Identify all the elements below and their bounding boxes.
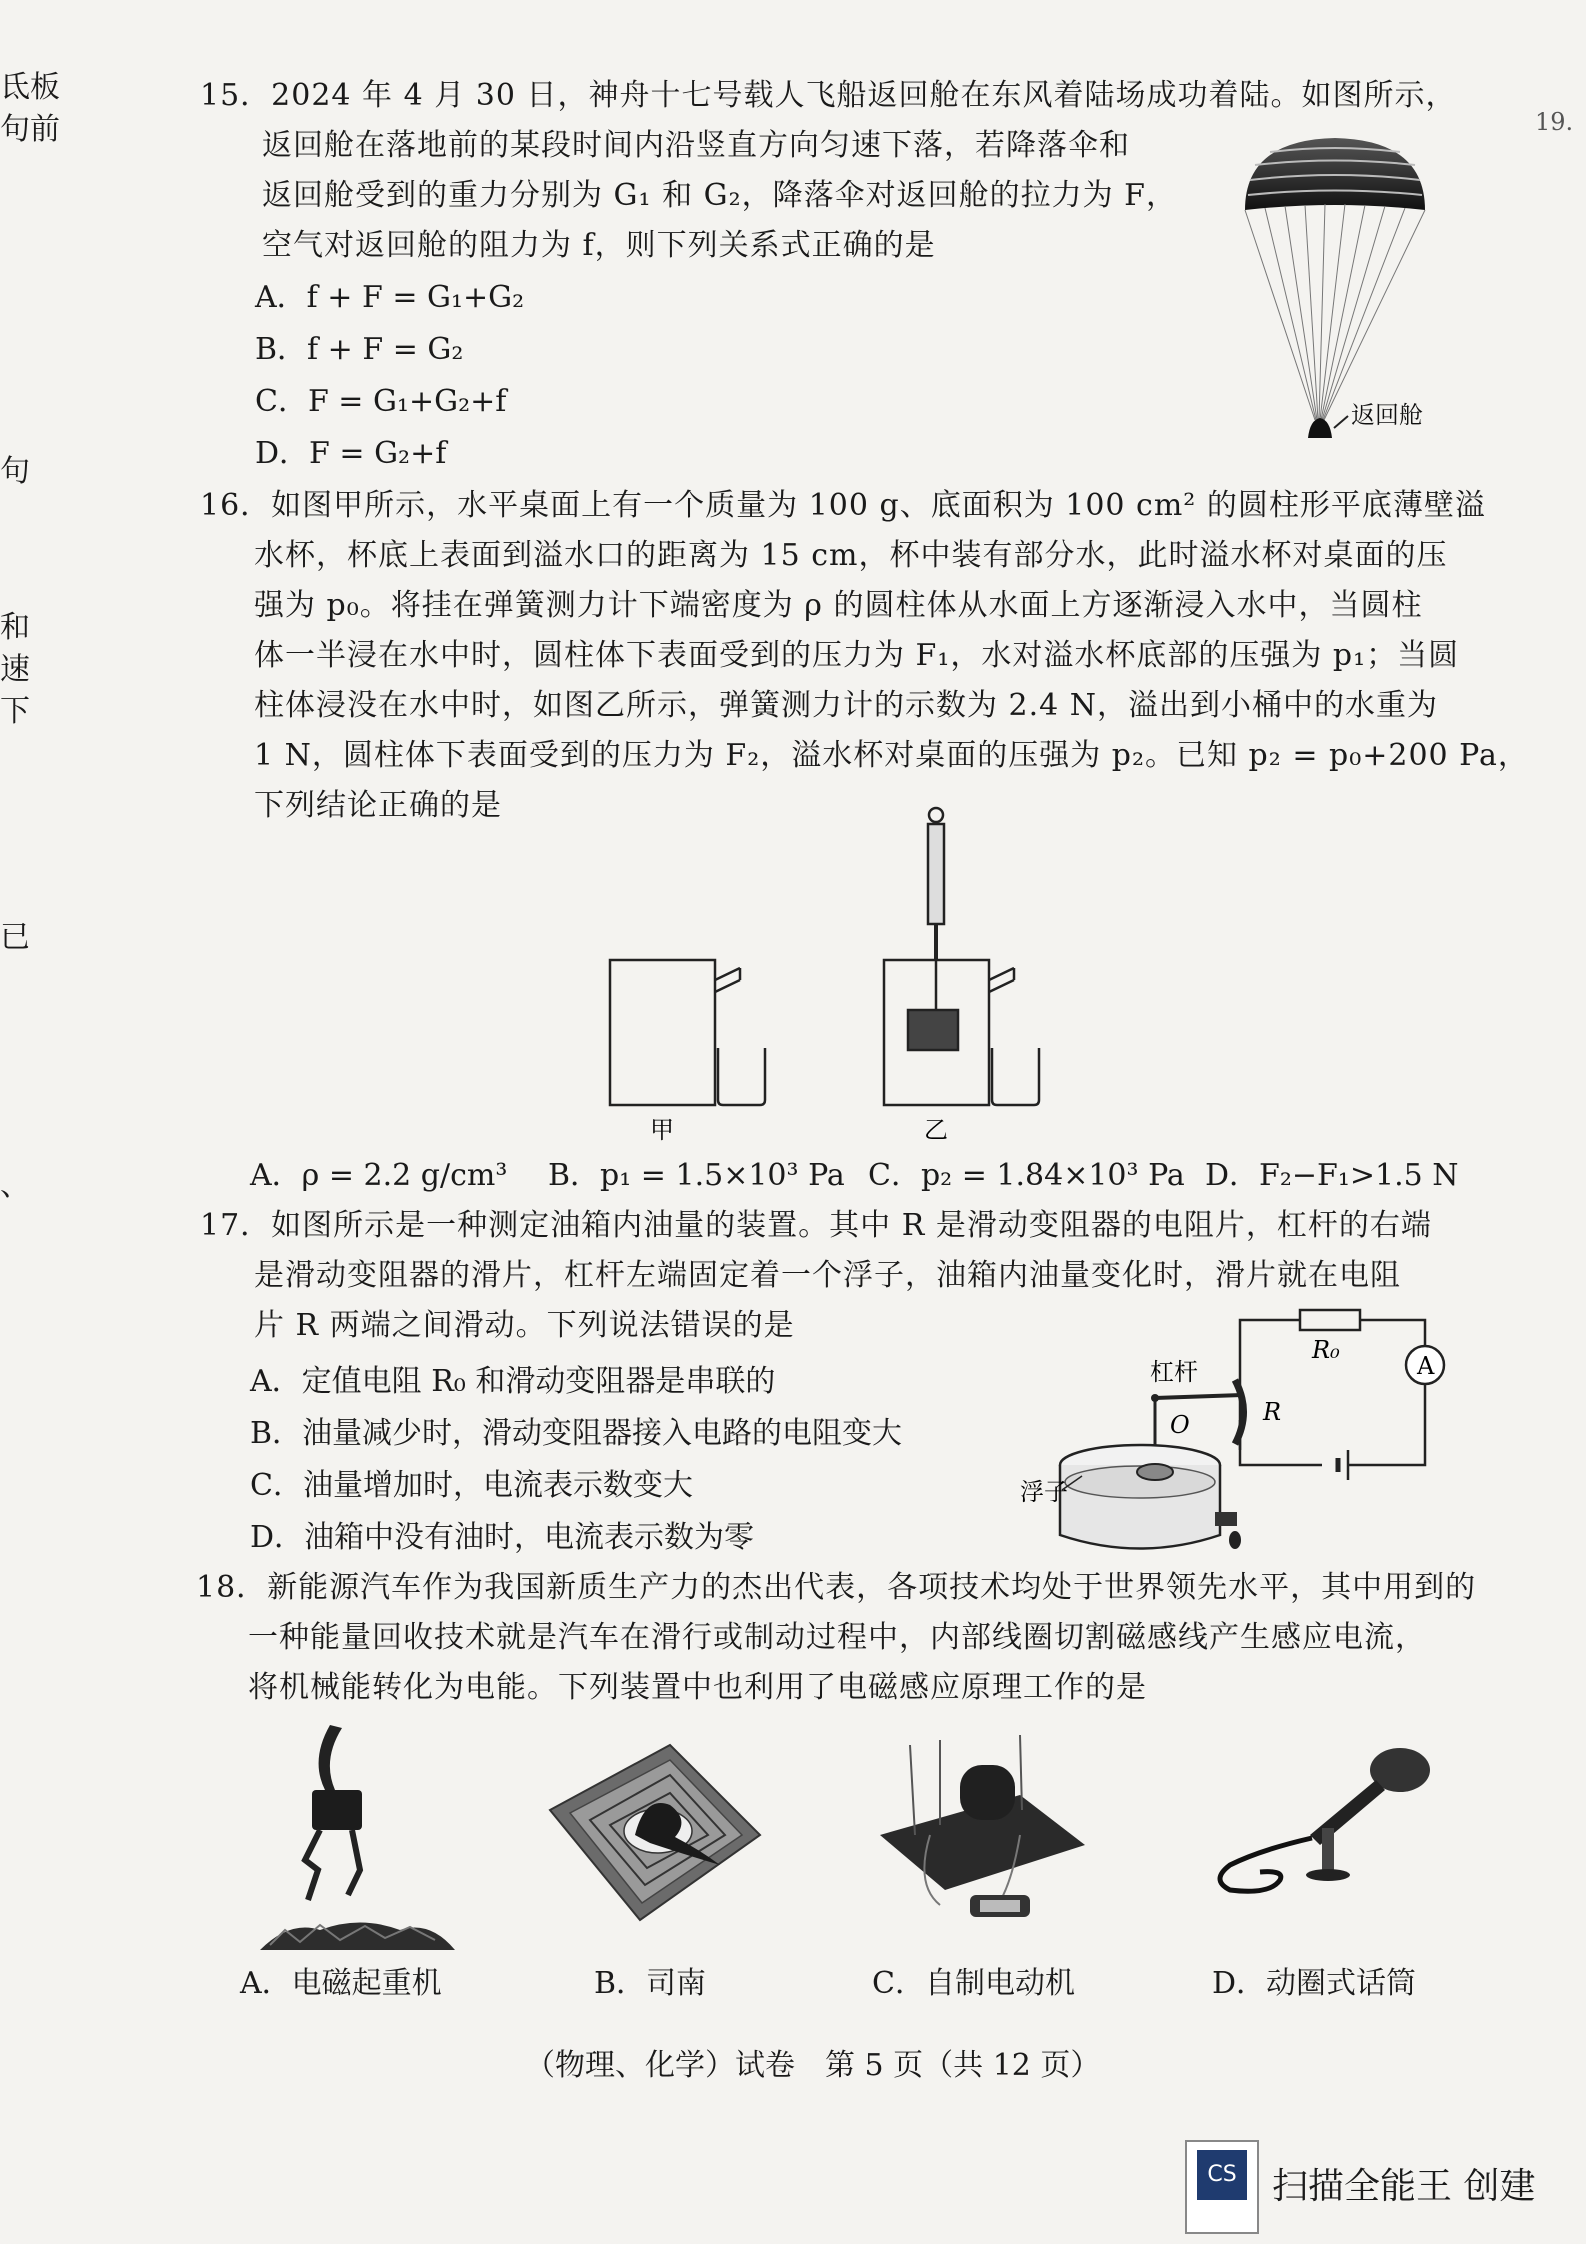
question-text: 15．2024 年 4 月 30 日，神舟十七号载人飞船返回舱在东风着陆场成功着陆。如图所示， <box>200 78 1457 113</box>
question-text: 1 N，圆柱体下表面受到的压力为 F₂，溢水杯对桌面的压强为 p₂。已知 p₂ = p₀+200 Pa， <box>254 738 1529 773</box>
margin-fragment: 句 <box>0 454 30 489</box>
margin-fragment: 句前 <box>0 112 60 147</box>
r0-label: R₀ <box>1312 1336 1340 1364</box>
dynamic-microphone-image <box>1200 1730 1450 1930</box>
cs-logo-icon: CS <box>1197 2150 1247 2200</box>
homemade-motor-image <box>870 1725 1090 1955</box>
margin-fragment: 氐板 <box>0 70 60 105</box>
question-text: 柱体浸没在水中时，如图乙所示，弹簧测力计的示数为 2.4 N，溢出到小桶中的水重为 <box>254 688 1439 723</box>
question-text: 将机械能转化为电能。下列装置中也利用了电磁感应原理工作的是 <box>248 1670 1147 1705</box>
sinan-compass-image <box>530 1725 770 1945</box>
option-c-caption: C．自制电动机 <box>872 1966 1075 2001</box>
question-text: 一种能量回收技术就是汽车在滑行或制动过程中，内部线圈切割磁感线产生感应电流， <box>248 1620 1426 1655</box>
option-d: D．F₂−F₁>1.5 N <box>1205 1158 1459 1193</box>
figure-yi <box>884 808 1039 1105</box>
capsule-icon <box>1308 418 1332 438</box>
option-b: B．油量减少时，滑动变阻器接入电路的电阻变大 <box>250 1416 903 1451</box>
parachute-lines <box>1245 204 1425 420</box>
label-pointer <box>1334 416 1348 428</box>
option-d-caption: D．动圈式话筒 <box>1212 1966 1417 2001</box>
margin-fragment: 下 <box>0 694 30 729</box>
option-a: A．定值电阻 R₀ 和滑动变阻器是串联的 <box>250 1364 776 1399</box>
option-b-caption: B．司南 <box>594 1966 707 2001</box>
float-label: 浮子 <box>1020 1478 1068 1506</box>
r-label: R <box>1263 1398 1282 1426</box>
option-a: A．f + F = G₁+G₂ <box>255 280 525 315</box>
margin-fragment: 已 <box>0 920 30 955</box>
question-text: 空气对返回舱的阻力为 f，则下列关系式正确的是 <box>262 228 936 263</box>
question-text: 返回舱在落地前的某段时间内沿竖直方向匀速下落，若降落伞和 <box>262 128 1130 163</box>
question-text: 16．如图甲所示，水平桌面上有一个质量为 100 g、底面积为 100 cm² 的圆柱形平底薄壁溢 <box>200 488 1486 523</box>
option-d: D．F = G₂+f <box>255 436 447 471</box>
question-text: 是滑动变阻器的滑片，杠杆左端固定着一个浮子，油箱内油量变化时，滑片就在电阻 <box>254 1258 1401 1293</box>
scanner-watermark: 扫描全能王 创建 <box>1272 2166 1536 2207</box>
option-c: C．油量增加时，电流表示数变大 <box>250 1468 693 1503</box>
question-text: 17．如图所示是一种测定油箱内油量的装置。其中 R 是滑动变阻器的电阻片，杠杆的右端 <box>200 1208 1432 1243</box>
question-text: 体一半浸在水中时，圆柱体下表面受到的压力为 F₁，水对溢水杯底部的压强为 p₁；当圆 <box>254 638 1460 673</box>
oil-tank <box>1060 1445 1241 1549</box>
question-text: 18．新能源汽车作为我国新质生产力的杰出代表，各项技术均处于世界领先水平，其中用到的 <box>196 1570 1477 1605</box>
margin-fragment: 、 <box>0 1168 30 1203</box>
lever-label: 杠杆 <box>1150 1358 1198 1386</box>
page-footer: （物理、化学）试卷 第 5 页（共 12 页） <box>525 2048 1101 2083</box>
oil-gauge-circuit <box>1020 1300 1450 1550</box>
label-yi: 乙 <box>924 1116 948 1144</box>
margin-fragment: 速 <box>0 652 30 687</box>
question-text: 下列结论正确的是 <box>254 788 502 823</box>
electromagnetic-crane-image <box>260 1720 460 1960</box>
option-c: C．F = G₁+G₂+f <box>255 384 507 419</box>
option-a-caption: A．电磁起重机 <box>240 1966 442 2001</box>
label-jia: 甲 <box>650 1116 674 1144</box>
right-margin-fragment: 19. <box>1535 108 1574 136</box>
figure-jia <box>610 960 765 1105</box>
margin-fragment: 和 <box>0 610 30 645</box>
scanner-logo <box>1185 2140 1259 2234</box>
capsule-label: 返回舱 <box>1351 401 1423 429</box>
question-text: 返回舱受到的重力分别为 G₁ 和 G₂，降落伞对返回舱的拉力为 F， <box>262 178 1177 213</box>
ammeter-label: A <box>1417 1352 1435 1380</box>
pivot-label: O <box>1170 1411 1190 1439</box>
option-b: B．f + F = G₂ <box>255 332 464 367</box>
overflow-cup-figure <box>600 800 1060 1145</box>
question-text: 强为 p₀。将挂在弹簧测力计下端密度为 ρ 的圆柱体从水面上方逐渐浸入水中，当圆柱 <box>254 588 1423 623</box>
question-text: 片 R 两端之间滑动。下列说法错误的是 <box>254 1308 795 1343</box>
option-c: C．p₂ = 1.84×10³ Pa <box>868 1158 1185 1193</box>
option-a: A．ρ = 2.2 g/cm³ <box>250 1158 508 1193</box>
question-text: 水杯，杯底上表面到溢水口的距离为 15 cm，杯中装有部分水，此时溢水杯对桌面的压 <box>254 538 1448 573</box>
option-b: B．p₁ = 1.5×10³ Pa <box>548 1158 845 1193</box>
parachute-figure <box>1230 120 1480 460</box>
parachute-canopy <box>1245 138 1425 210</box>
option-d: D．油箱中没有油时，电流表示数为零 <box>250 1520 755 1555</box>
